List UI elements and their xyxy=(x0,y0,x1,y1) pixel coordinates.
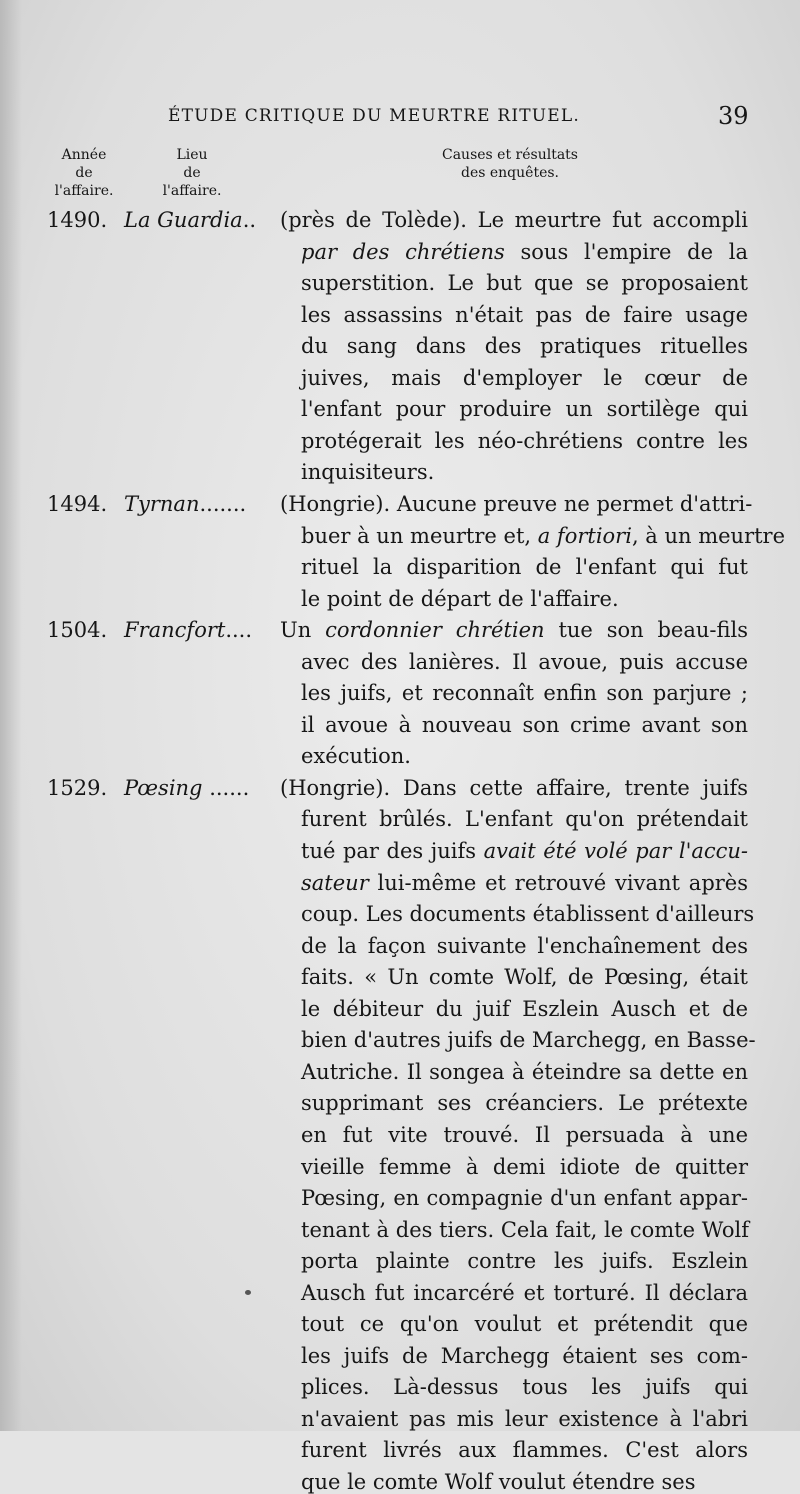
entry-place-name: Francfort xyxy=(124,618,226,643)
text-segment: exécution. xyxy=(301,744,411,769)
entry-text-line xyxy=(301,555,748,579)
entry-place xyxy=(124,776,249,800)
entry-text-line xyxy=(301,523,786,548)
page-number: 39 xyxy=(718,102,749,130)
text-segment: furent brûlés. L'enfant qu'on prétendait xyxy=(301,807,748,832)
text-segment: juives, mais d'employer le cœur de xyxy=(301,365,748,390)
text-segment: coup. Les documents établissent d'ailleurs xyxy=(301,902,755,927)
entry-text-line xyxy=(301,240,748,264)
entry-text-line xyxy=(301,1249,748,1273)
italic-text: a fortiori xyxy=(537,523,632,548)
entry-text-line xyxy=(301,1186,748,1210)
text-segment: Pœsing, en compagnie d'un enfant appar- xyxy=(301,1186,748,1211)
text-segment: tue son beau-fils xyxy=(544,618,749,643)
column-header-line: de xyxy=(183,165,201,181)
entry-text-line xyxy=(301,902,755,927)
text-segment: supprimant ses créanciers. Le prétexte xyxy=(301,1091,748,1116)
entry-text-line xyxy=(301,1375,748,1399)
entry-place xyxy=(124,208,256,232)
text-segment: n'avaient pas mis leur existence à l'abri xyxy=(301,1406,748,1431)
italic-text: sateur xyxy=(301,870,369,895)
text-segment: furent livrés aux flammes. C'est alors xyxy=(301,1438,748,1463)
text-segment: Un xyxy=(280,618,326,643)
text-segment: Autriche. Il songea à éteindre sa dette en xyxy=(301,1059,748,1084)
entry-text-line xyxy=(301,366,748,390)
text-segment: les juifs, et reconnaît enfin son parjure ; xyxy=(301,681,748,706)
text-segment: (près de Tolède). Le meurtre fut accompli xyxy=(280,208,748,232)
text-segment: inquisiteurs. xyxy=(301,460,435,485)
entry-place xyxy=(124,492,246,516)
column-header-line: Lieu xyxy=(176,147,208,163)
entry-text-line xyxy=(301,965,748,989)
entry-place xyxy=(124,618,252,642)
column-header-lieu xyxy=(142,146,242,200)
entry-place-name: La Guardia xyxy=(124,208,243,232)
entry-text-line xyxy=(301,1344,748,1368)
entry-place-leader-dots: .... xyxy=(225,618,253,643)
text-segment: superstition. Le but que se proposaient xyxy=(301,271,748,296)
entry-text-line xyxy=(301,934,748,958)
text-segment: de la façon suivante l'enchaînement des xyxy=(301,933,748,958)
entry-text-line xyxy=(301,271,748,295)
entry-text-line xyxy=(301,1155,748,1179)
column-header-annee xyxy=(40,146,128,200)
text-segment: il avoue à nouveau son crime avant son xyxy=(301,712,748,737)
text-segment: rituel la disparition de l'enfant qui fut xyxy=(301,555,748,580)
entry-text-line xyxy=(301,1218,748,1242)
entry-place-leader-dots: ....... xyxy=(199,491,247,516)
text-segment: sous l'empire de la xyxy=(504,239,748,264)
entry-text-line xyxy=(301,303,748,327)
column-header-line: des enquêtes. xyxy=(461,165,559,181)
text-segment: vieille femme à demi idiote de quitter xyxy=(301,1154,748,1179)
page-header xyxy=(0,102,800,132)
text-segment: , à un meurtre xyxy=(631,523,786,548)
text-segment: l'enfant pour produire un sortilège qui xyxy=(301,397,748,422)
text-segment: les assassins n'était pas de faire usage xyxy=(301,302,748,327)
entry-text-line xyxy=(301,587,748,611)
text-segment: (Hongrie). Dans cette affaire, trente juifs xyxy=(280,775,748,800)
entry-place-leader-dots: ...... xyxy=(202,775,250,800)
entry-text-line xyxy=(301,871,748,895)
text-segment: porta plainte contre les juifs. Eszlein xyxy=(301,1249,748,1274)
text-segment: faits. « Un comte Wolf, de Pœsing, était xyxy=(301,965,748,990)
column-header-line: Causes et résultats xyxy=(442,147,578,163)
column-header-line: de xyxy=(75,165,93,181)
column-header-line: Année xyxy=(61,147,107,163)
text-segment: en fut vite trouvé. Il persuada à une xyxy=(301,1122,748,1147)
text-segment: tenant à des tiers. Cela fait, le comte Wolf xyxy=(301,1217,749,1242)
text-segment: (Hongrie). Aucune preuve ne permet d'attri- xyxy=(280,491,753,516)
column-header-line: l'affaire. xyxy=(54,183,114,199)
text-segment: buer à un meurtre et, xyxy=(301,523,538,548)
text-segment: les juifs de Marchegg étaient ses com- xyxy=(301,1343,748,1368)
text-segment: tué par des juifs xyxy=(301,839,484,863)
column-header-causes xyxy=(420,146,600,182)
entry-text-line xyxy=(301,1091,748,1115)
entry-text-line xyxy=(301,681,748,705)
running-title: ÉTUDE CRITIQUE DU MEURTRE RITUEL. xyxy=(168,106,581,126)
entry-text-line xyxy=(301,1123,748,1147)
entry-text-line xyxy=(301,1281,748,1305)
entry-text-line xyxy=(301,997,748,1021)
text-segment: le point de départ de l'affaire. xyxy=(301,586,619,611)
entry-text-line xyxy=(280,208,748,232)
text-segment: Ausch fut incarcéré et torturé. Il déclara xyxy=(301,1280,748,1305)
entry-text-line xyxy=(301,397,748,421)
entry-text-line xyxy=(301,1312,748,1336)
entry-text-line xyxy=(301,807,748,831)
text-segment: le débiteur du juif Eszlein Ausch et de xyxy=(301,996,748,1021)
entry-text-line xyxy=(301,1028,756,1053)
italic-text: avait été volé par l'accu- xyxy=(483,839,748,863)
entry-year: 1529. xyxy=(47,775,108,800)
entry-year: 1504. xyxy=(47,618,108,643)
text-segment: avec des lanières. Il avoue, puis accuse xyxy=(301,649,748,674)
entry-text-line xyxy=(301,1470,748,1494)
text-segment: lui-même et retrouvé vivant après xyxy=(368,870,748,895)
entry-text-line xyxy=(301,713,748,737)
entry-text-line xyxy=(280,491,753,516)
entry-place-name: Tyrnan xyxy=(124,491,200,516)
ink-smudge xyxy=(245,1290,251,1295)
entry-text-line xyxy=(301,1438,748,1462)
entry-text-line xyxy=(301,744,748,768)
entry-text-line xyxy=(280,776,748,800)
entry-text-line xyxy=(301,1407,748,1431)
text-segment: bien d'autres juifs de Marchegg, en Basse- xyxy=(301,1028,756,1053)
entry-text-line xyxy=(280,618,748,642)
entry-text-line xyxy=(301,650,748,674)
page-spine-shadow xyxy=(0,0,22,1431)
text-segment: du sang dans des pratiques rituelles xyxy=(301,334,748,359)
column-header-line: l'affaire. xyxy=(162,183,222,199)
entry-text-line xyxy=(301,1060,748,1084)
text-segment: que le comte Wolf voulut étendre ses xyxy=(301,1470,696,1494)
entry-text-line xyxy=(301,839,748,863)
entry-year: 1494. xyxy=(47,491,108,516)
italic-text: par des chrétiens xyxy=(301,239,505,264)
entry-place-name: Pœsing xyxy=(124,775,203,800)
entry-text-line xyxy=(301,460,748,484)
entry-place-leader-dots: .. xyxy=(242,208,257,232)
text-segment: protégerait les néo-chrétiens contre les xyxy=(301,428,748,453)
text-segment: plices. Là-dessus tous les juifs qui xyxy=(301,1375,748,1400)
entry-text-line xyxy=(301,429,748,453)
italic-text: cordonnier chrétien xyxy=(325,618,545,643)
entry-year: 1490. xyxy=(47,208,108,232)
text-segment: tout ce qu'on voulut et prétendit que xyxy=(301,1312,748,1337)
entry-text-line xyxy=(301,334,748,358)
